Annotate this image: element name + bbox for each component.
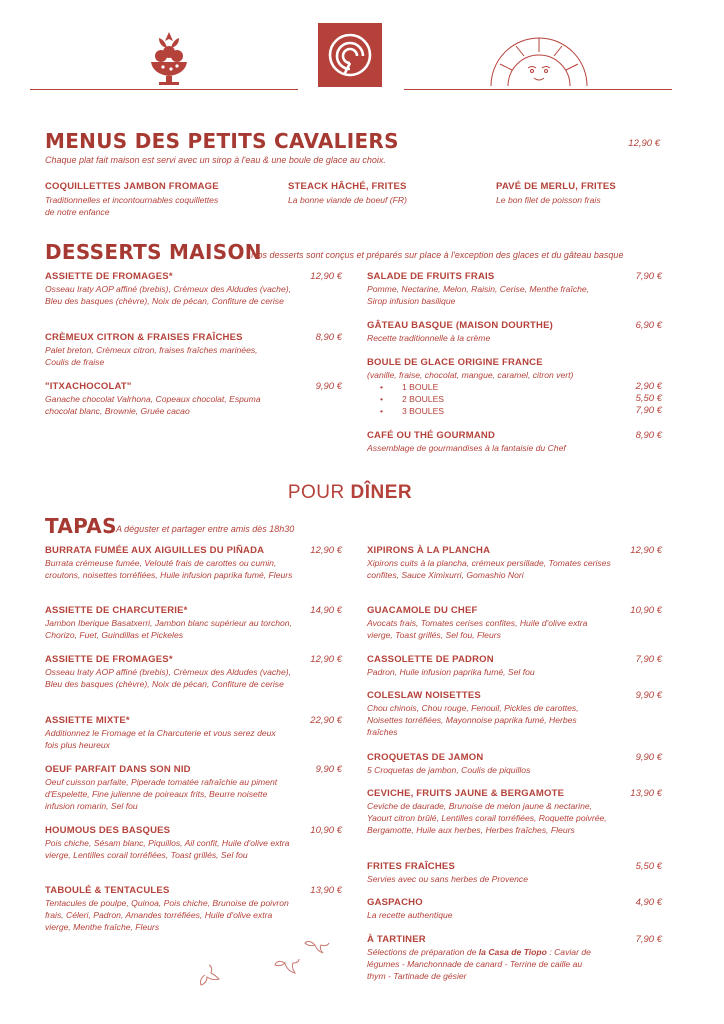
tapas-item [45, 885, 300, 933]
item-price: 7,90 € [635, 271, 662, 282]
item-price: 9,90 € [635, 690, 662, 701]
item-desc: Pois chiche, Sésam blanc, Piquillos, Ail confit, Huile d'olive extra vierge, Lentilles corail torréfiées, Toast grillés, Sel fou [45, 838, 290, 860]
tapas-item [45, 605, 300, 641]
item-price: 12,90 € [310, 654, 342, 665]
tapas-item [367, 690, 617, 738]
dinner-heading [0, 482, 700, 504]
item-desc: La bonne viande de boeuf (FR) [288, 195, 407, 205]
tapas-subtitle: A déguster et partager entre amis dès 18h30 [116, 524, 295, 534]
item-price: 9,90 € [315, 764, 342, 775]
item-name: GUACAMOLE DU CHEF [367, 605, 478, 616]
dessert-item [367, 430, 627, 454]
item-price: 7,90 € [635, 934, 662, 945]
item-desc: Tentacules de poulpe, Quinoa, Pois chiche, Brunoise de poivron frais, Céleri, Padron, Amandes torréfiées, Huile d'olive extra vierge, Menthe fraîche, Fleurs [45, 898, 289, 932]
tapas-item [45, 654, 300, 690]
sun-face-icon [486, 34, 592, 88]
item-desc-brand: la Casa de Tiopo [478, 947, 547, 957]
item-desc: Chou chinois, Chou rouge, Fenouil, Pickles de carottes, Noisettes torréfiées, Mayonnoise paprika fumé, Herbes fraîches [367, 703, 579, 737]
item-name: XIPIRONS À LA PLANCHA [367, 545, 491, 556]
tapas-item [367, 605, 617, 641]
dessert-item [45, 381, 295, 417]
tapas-item [45, 764, 300, 812]
item-desc [367, 946, 602, 982]
item-desc-part: Sélections de préparation de [367, 947, 479, 957]
item-desc: Servies avec ou sans herbes de Provence [367, 874, 528, 884]
item-name: À TARTINER [367, 934, 426, 945]
item-name: "ITXACHOCOLAT" [45, 381, 132, 392]
item-price: 12,90 € [630, 545, 662, 556]
ice-option: • [380, 406, 384, 416]
ice-option-price: 5,50 € [635, 393, 662, 404]
tapas-item [45, 825, 300, 861]
item-desc: 5 Croquetas de jambon, Coulis de piquillos [367, 765, 531, 775]
tapas-item [367, 861, 617, 885]
item-name: ASSIETTE DE FROMAGES* [45, 654, 173, 665]
item-name: CRÈMEUX CITRON & FRAISES FRAÎCHES [45, 332, 243, 343]
tapas-item [367, 752, 617, 776]
item-desc: Avocats frais, Tomates cerises confites, Huile d'olive extra vierge, Toast grillés, Sel fou, Fleurs [367, 618, 588, 640]
dessert-item [45, 271, 295, 307]
item-price: 6,90 € [635, 320, 662, 331]
dessert-item [45, 332, 295, 368]
item-desc: Ceviche de daurade, Brunoise de melon jaune & nectarine, Yaourt citron brûlé, Lentilles corail torréfiées, Roquette poivrée, Bergamotte, Huile aux herbes, Herbes fraîches, Fleurs [367, 801, 607, 835]
fruit-bowl-icon [145, 30, 193, 90]
item-price: 10,90 € [310, 825, 342, 836]
ice-option-label: 2 BOULES [402, 394, 445, 404]
tapas-item [45, 545, 300, 581]
item-price: 7,90 € [635, 654, 662, 665]
item-desc: Additionnez le Fromage et la Charcuterie et vous serez deux fois plus heureux [45, 728, 276, 750]
item-desc: Xipirons cuits à la plancha, crémeux persillade, Tomates cerises confites, Sauce Ximixurri, Gomashio Nori [367, 558, 611, 580]
dinner-heading-diner: DÎNER [350, 482, 413, 503]
item-name: SALADE DE FRUITS FRAIS [367, 271, 495, 282]
item-name: ASSIETTE DE FROMAGES* [45, 271, 173, 282]
item-price: 9,90 € [635, 752, 662, 763]
item-desc: Jambon Iberique Basatxerri, Jambon blanc supérieur au torchon, Chorizo, Fuet, Guindillas et Pickeles [45, 618, 292, 640]
item-desc: Recette traditionnelle à la crème [367, 333, 491, 343]
tapas-item [367, 897, 617, 921]
tapas-item [367, 788, 617, 836]
item-name: ASSIETTE MIXTE* [45, 715, 130, 726]
item-desc: Le bon filet de poisson frais [496, 195, 601, 205]
tapas-title: TAPAS [45, 514, 117, 538]
ice-option-label: 3 BOULES [402, 406, 445, 416]
item-desc: Padron, Huile infusion paprika fumé, Sel fou [367, 667, 535, 677]
item-name: BURRATA FUMÉE AUX AIGUILLES DU PIÑADA [45, 545, 265, 556]
header-rule-right [404, 89, 672, 90]
kids-menu-title: MENUS DES PETITS CAVALIERS [45, 129, 399, 153]
item-name: HOUMOUS DES BASQUES [45, 825, 171, 836]
item-desc: Burrata crémeuse fumée, Velouté frais de carottes ou cumin, croutons, noisettes torréfiées, Huile infusion paprika fumé, Fleurs [45, 558, 293, 580]
item-name: CAFÉ OU THÉ GOURMAND [367, 430, 496, 441]
ice-option-label: 1 BOULE [402, 382, 439, 392]
tapas-item [367, 654, 617, 678]
item-name: CASSOLETTE DE PADRON [367, 654, 494, 665]
item-name: BOULE DE GLACE ORIGINE FRANCE [367, 357, 543, 368]
tapas-item [45, 715, 300, 751]
kids-menu-price: 12,90 € [628, 138, 660, 149]
restaurant-logo [318, 23, 382, 87]
item-desc: Pomme, Nectarine, Melon, Raisin, Cerise, Menthe fraîche, Sirop infusion basilique [367, 284, 590, 306]
item-price: 12,90 € [310, 545, 342, 556]
item-price: 12,90 € [310, 271, 342, 282]
kids-item [288, 181, 478, 206]
kids-item [45, 181, 245, 218]
tapas-item [367, 545, 617, 581]
item-price: 13,90 € [310, 885, 342, 896]
item-price: 8,90 € [315, 332, 342, 343]
item-desc: (vanille, fraise, chocolat, mangue, caramel, citron vert) [367, 370, 574, 380]
kids-menu-subtitle: Chaque plat fait maison est servi avec un sirop à l'eau & une boule de glace au choix. [45, 155, 386, 165]
item-price: 10,90 € [630, 605, 662, 616]
item-name: GASPACHO [367, 897, 423, 908]
item-name: COLESLAW NOISETTES [367, 690, 481, 701]
item-desc-part: : Caviar de légumes - Manchonnade de canard - Terrine de caille au thym - Tartinade de gésier [367, 947, 591, 981]
dinner-heading-pour: POUR [287, 482, 345, 503]
desserts-title: DESSERTS MAISON [45, 240, 262, 264]
item-price: 13,90 € [630, 788, 662, 799]
item-desc: Oeuf cuisson parfaite, Piperade tomatée rafraîchie au piment d'Espelette, Fine julienne de poireaux frits, Beurre noisette infusion romarin, Sel fou [45, 777, 278, 811]
item-name: CEVICHE, FRUITS JAUNE & BERGAMOTE [367, 788, 565, 799]
kids-item [496, 181, 686, 206]
dessert-item [367, 320, 612, 344]
item-name: ASSIETTE DE CHARCUTERIE* [45, 605, 188, 616]
tapas-item [367, 934, 617, 982]
item-name: CROQUETAS DE JAMON [367, 752, 484, 763]
item-price: 22,90 € [310, 715, 342, 726]
item-name: STEACK HÂCHÉ, FRITES [288, 181, 407, 192]
item-price: 8,90 € [635, 430, 662, 441]
item-desc: Palet breton, Crèmeux citron, fraises fraîches marinées, Coulis de fraise [45, 345, 258, 367]
dessert-item [367, 271, 612, 307]
item-price: 4,90 € [635, 897, 662, 908]
swallows-icon [190, 935, 340, 1005]
item-desc: Osseau Iraty AOP affiné (brebis), Crèmeux des Aldudes (vache), Bleu des basques (chèvre), Noix de pécan, Confiture de cerise [45, 284, 291, 306]
item-name: OEUF PARFAIT DANS SON NID [45, 764, 191, 775]
item-desc: La recette authentique [367, 910, 453, 920]
desserts-subtitle: Nos desserts sont conçus et préparés sur place à l'exception des glaces et du gâteau basque [251, 250, 624, 260]
dessert-item [367, 357, 627, 381]
item-price: 9,90 € [315, 381, 342, 392]
item-name: GÂTEAU BASQUE (MAISON DOURTHE) [367, 320, 553, 331]
ice-option: • [380, 394, 384, 404]
item-name: PAVÉ DE MERLU, FRITES [496, 181, 616, 192]
item-name: FRITES FRAÎCHES [367, 861, 455, 872]
ice-option-price: 7,90 € [635, 405, 662, 416]
item-desc: Traditionnelles et incontournables coquillettes de notre enfance [45, 195, 219, 217]
item-desc: Osseau Iraty AOP affiné (brebis), Crèmeux des Aldudes (vache), Bleu des basques (chèvre), Noix de pécan, Confiture de cerise [45, 667, 291, 689]
ice-option: • [380, 382, 384, 392]
ice-option-price: 2,90 € [635, 381, 662, 392]
item-desc: Assemblage de gourmandises à la fantaisie du Chef [367, 443, 566, 453]
item-desc: Ganache chocolat Valrhona, Copeaux chocolat, Espuma chocolat blanc, Brownie, Gruée cacao [45, 394, 261, 416]
restaurant-logo-icon [318, 23, 382, 87]
item-price: 14,90 € [310, 605, 342, 616]
item-price: 5,50 € [635, 861, 662, 872]
item-name: TABOULÉ & TENTACULES [45, 885, 170, 896]
item-name: COQUILLETTES JAMBON FROMAGE [45, 181, 219, 192]
